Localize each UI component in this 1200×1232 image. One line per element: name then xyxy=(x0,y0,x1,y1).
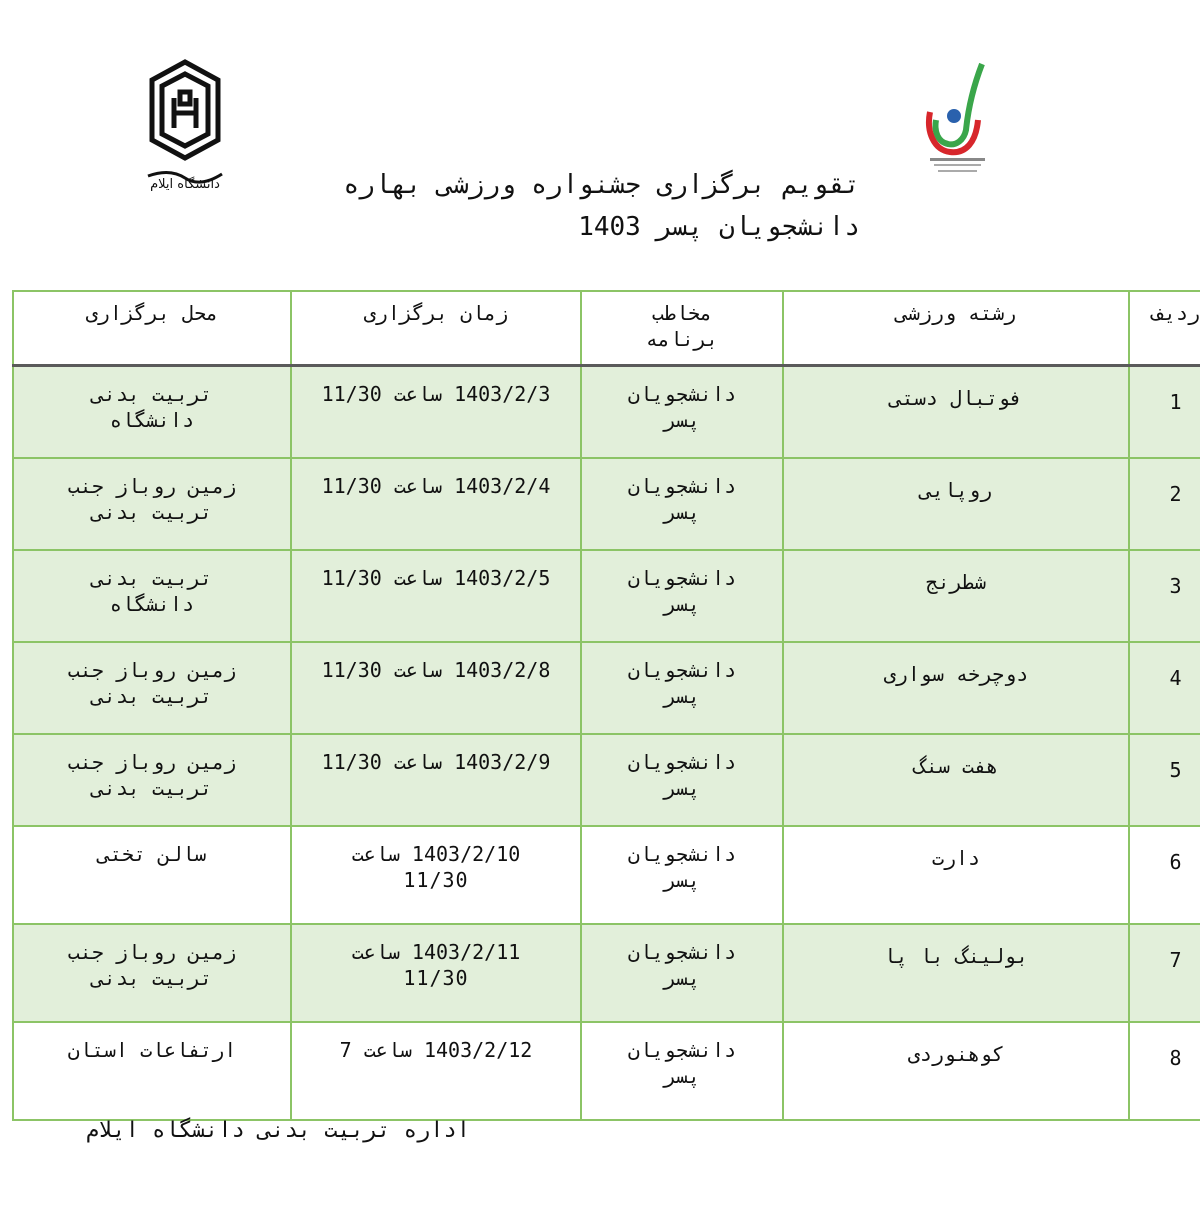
cell-row-number-line: 6 xyxy=(1169,850,1183,874)
cell-place-line: دانشگاه xyxy=(109,592,195,616)
cell-place-line: تربیت بدنی xyxy=(91,776,213,800)
cell-time-line: 1403/2/4 ساعت 11/30 xyxy=(321,474,551,498)
table-row xyxy=(13,1022,1200,1120)
cell-sport-line: دوچرخه سواری xyxy=(883,662,1029,686)
cell-audience-line: پسر xyxy=(663,1064,701,1088)
table-row xyxy=(13,642,1200,734)
table-header-row xyxy=(13,291,1200,366)
table-row xyxy=(13,366,1200,459)
cell-time xyxy=(291,550,581,642)
cell-place-line: تربیت بدنی xyxy=(91,966,213,990)
column-header-place: محل برگزاری xyxy=(13,291,291,366)
cell-time-line: 1403/2/8 ساعت 11/30 xyxy=(321,658,551,682)
cell-row-number-line: 3 xyxy=(1169,574,1183,598)
cell-time-line: 1403/2/12 ساعت 7 xyxy=(339,1038,533,1062)
cell-time-line: 11/30 xyxy=(403,868,469,892)
cell-sport xyxy=(783,924,1129,1022)
cell-place xyxy=(13,458,291,550)
page-title: تقویم برگزاری جشنواره ورزشی بهاره xyxy=(343,170,860,200)
cell-row-number-line: 4 xyxy=(1169,666,1183,690)
cell-sport xyxy=(783,642,1129,734)
cell-place xyxy=(13,924,291,1022)
cell-sport-line: دارت xyxy=(931,846,981,870)
cell-row-number xyxy=(1129,458,1200,550)
cell-time-line: 1403/2/5 ساعت 11/30 xyxy=(321,566,551,590)
cell-place-line: ارتفاعات استان xyxy=(67,1038,237,1062)
cell-row-number xyxy=(1129,366,1200,459)
footer-signature: اداره تربیت بدنی دانشگاه ایلام xyxy=(85,1118,470,1143)
cell-sport-line: بولینگ با پا xyxy=(883,944,1029,968)
cell-sport xyxy=(783,366,1129,459)
cell-place-line: سالن تختی xyxy=(97,842,207,866)
cell-place-line: تربیت بدنی xyxy=(91,382,213,406)
cell-row-number xyxy=(1129,642,1200,734)
cell-place xyxy=(13,550,291,642)
cell-sport xyxy=(783,1022,1129,1120)
cell-time xyxy=(291,642,581,734)
cell-place-line: تربیت بدنی xyxy=(91,566,213,590)
cell-place-line: تربیت بدنی xyxy=(91,500,213,524)
cell-sport xyxy=(783,826,1129,924)
cell-audience-line: پسر xyxy=(663,684,701,708)
cell-place xyxy=(13,642,291,734)
cell-audience-line: دانشجویان xyxy=(627,750,737,774)
cell-time xyxy=(291,458,581,550)
table-row xyxy=(13,458,1200,550)
cell-row-number xyxy=(1129,734,1200,826)
cell-audience-line: پسر xyxy=(663,966,701,990)
cell-sport-line: روپایی xyxy=(919,478,993,502)
cell-row-number-line: 1 xyxy=(1169,390,1183,414)
cell-place-line: زمین روباز جنب xyxy=(67,940,237,964)
cell-row-number-line: 7 xyxy=(1169,948,1183,972)
column-header-audience xyxy=(581,291,783,366)
cell-row-number xyxy=(1129,826,1200,924)
cell-place-line: زمین روباز جنب xyxy=(67,474,237,498)
cell-place xyxy=(13,826,291,924)
cell-row-number xyxy=(1129,924,1200,1022)
cell-row-number-line: 5 xyxy=(1169,758,1183,782)
cell-audience-line: دانشجویان xyxy=(627,382,737,406)
cell-place xyxy=(13,1022,291,1120)
cell-audience-line: پسر xyxy=(663,776,701,800)
ministry-logo xyxy=(920,60,995,180)
column-header-audience-line1: مخاطب xyxy=(651,301,713,325)
cell-time-line: 1403/2/11 ساعت xyxy=(351,940,521,964)
table-row xyxy=(13,924,1200,1022)
cell-audience-line: پسر xyxy=(663,408,701,432)
cell-time xyxy=(291,734,581,826)
cell-time-line: 1403/2/9 ساعت 11/30 xyxy=(321,750,551,774)
cell-audience-line: دانشجویان xyxy=(627,940,737,964)
cell-audience xyxy=(581,366,783,459)
cell-audience xyxy=(581,924,783,1022)
cell-row-number xyxy=(1129,1022,1200,1120)
cell-sport xyxy=(783,734,1129,826)
cell-audience-line: پسر xyxy=(663,868,701,892)
cell-audience xyxy=(581,642,783,734)
column-header-audience-line2: برنامه xyxy=(645,327,719,351)
table-row xyxy=(13,550,1200,642)
cell-time xyxy=(291,366,581,459)
schedule-table xyxy=(12,290,1200,1121)
cell-row-number xyxy=(1129,550,1200,642)
column-header-time: زمان برگزاری xyxy=(291,291,581,366)
cell-audience xyxy=(581,550,783,642)
cell-audience-line: دانشجویان xyxy=(627,1038,737,1062)
page-subtitle: دانشجویان پسر 1403 xyxy=(578,212,860,242)
cell-time-line: 11/30 xyxy=(403,966,469,990)
column-header-row-number: ردیف xyxy=(1129,291,1200,366)
cell-audience-line: پسر xyxy=(663,500,701,524)
cell-place-line: دانشگاه xyxy=(109,408,195,432)
cell-time xyxy=(291,924,581,1022)
table-row xyxy=(13,734,1200,826)
cell-place-line: زمین روباز جنب xyxy=(67,658,237,682)
cell-audience xyxy=(581,826,783,924)
cell-audience xyxy=(581,734,783,826)
cell-time xyxy=(291,826,581,924)
cell-sport xyxy=(783,458,1129,550)
cell-audience xyxy=(581,1022,783,1120)
cell-sport-line: هفت سنگ xyxy=(913,754,999,778)
cell-time-line: 1403/2/10 ساعت xyxy=(351,842,521,866)
table-row xyxy=(13,826,1200,924)
cell-row-number-line: 8 xyxy=(1169,1046,1183,1070)
cell-time-line: 1403/2/3 ساعت 11/30 xyxy=(321,382,551,406)
cell-sport-line: کوهنوردی xyxy=(907,1042,1005,1066)
cell-audience-line: دانشجویان xyxy=(627,566,737,590)
cell-audience-line: دانشجویان xyxy=(627,658,737,682)
cell-place-line: زمین روباز جنب xyxy=(67,750,237,774)
cell-sport-line: فوتبال دستی xyxy=(889,386,1023,410)
column-header-sport: رشته ورزشی xyxy=(783,291,1129,366)
cell-audience-line: پسر xyxy=(663,592,701,616)
cell-sport-line: شطرنج xyxy=(925,570,987,594)
university-logo-text: دانشگاه ایلام xyxy=(150,177,220,192)
cell-place xyxy=(13,366,291,459)
cell-sport xyxy=(783,550,1129,642)
cell-row-number-line: 2 xyxy=(1169,482,1183,506)
cell-place-line: تربیت بدنی xyxy=(91,684,213,708)
cell-time xyxy=(291,1022,581,1120)
cell-audience xyxy=(581,458,783,550)
cell-audience-line: دانشجویان xyxy=(627,842,737,866)
cell-audience-line: دانشجویان xyxy=(627,474,737,498)
cell-place xyxy=(13,734,291,826)
ministry-emblem-icon xyxy=(920,60,995,180)
